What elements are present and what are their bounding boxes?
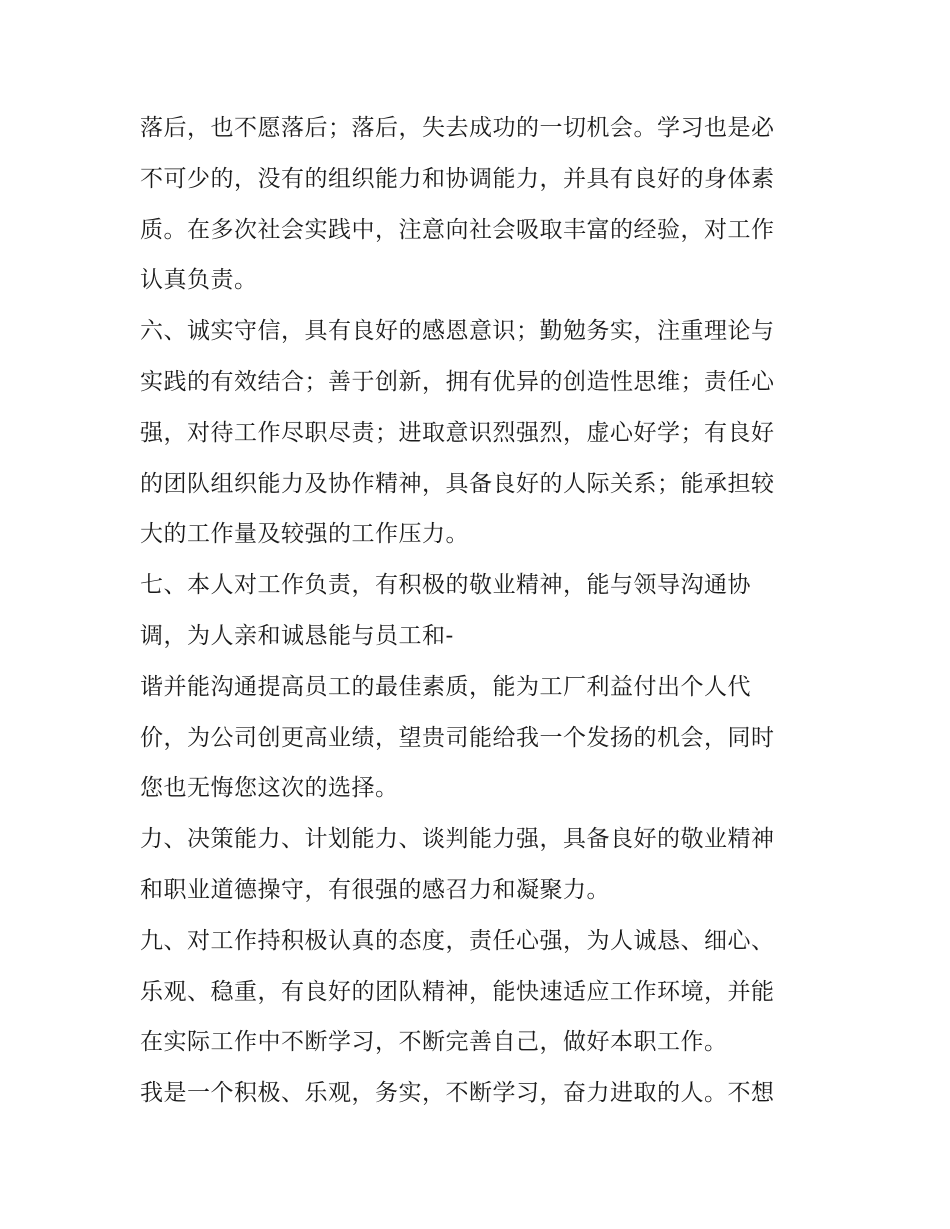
text-line: 强，对待工作尽职尽责；进取意识烈强烈，虚心好学；有良好 [140, 419, 775, 446]
text-line: 落后，也不愿落后；落后，失去成功的一切机会。学习也是必 [140, 115, 775, 141]
text-line: 实践的有效结合；善于创新，拥有优异的创造性思维；责任心 [140, 368, 775, 395]
text-line: 大的工作量及较强的工作压力。 [140, 521, 469, 548]
text-line: 和职业道德操守，有很强的感召力和凝聚力。 [140, 876, 610, 903]
text-line: 七、本人对工作负责，有积极的敬业精神，能与领导沟通协 [140, 572, 751, 599]
text-line: 调，为人亲和诚恳能与员工和- [140, 622, 454, 649]
text-line: 质。在多次社会实践中，注意向社会吸取丰富的经验，对工作 [140, 216, 775, 243]
text-line: 力、决策能力、计划能力、谈判能力强，具备良好的敬业精神 [140, 826, 775, 853]
text-line: 在实际工作中不断学习，不断完善自己，做好本职工作。 [140, 1029, 728, 1056]
text-line: 乐观、稳重，有良好的团队精神，能快速适应工作环境，并能 [140, 978, 775, 1005]
document-body [140, 103, 820, 1119]
text-line: 不可少的，没有的组织能力和协调能力，并具有良好的身体素 [140, 165, 775, 192]
text-line: 我是一个积极、乐观，务实，不断学习，奋力进取的人。不想 [140, 1080, 775, 1107]
text-line: 谐并能沟通提高员工的最佳素质，能为工厂利益付出个人代 [140, 673, 751, 700]
text-line: 的团队组织能力及协作精神，具备良好的人际关系；能承担较 [140, 470, 775, 497]
text-line: 您也无悔您这次的选择。 [140, 775, 399, 802]
text-line: 九、对工作持积极认真的态度，责任心强，为人诚恳、细心、 [140, 927, 775, 954]
text-line: 六、诚实守信，具有良好的感恩意识；勤勉务实，注重理论与 [140, 318, 775, 345]
text-line: 价，为公司创更高业绩，望贵司能给我一个发扬的机会，同时 [140, 724, 775, 751]
text-line: 认真负责。 [140, 267, 258, 294]
